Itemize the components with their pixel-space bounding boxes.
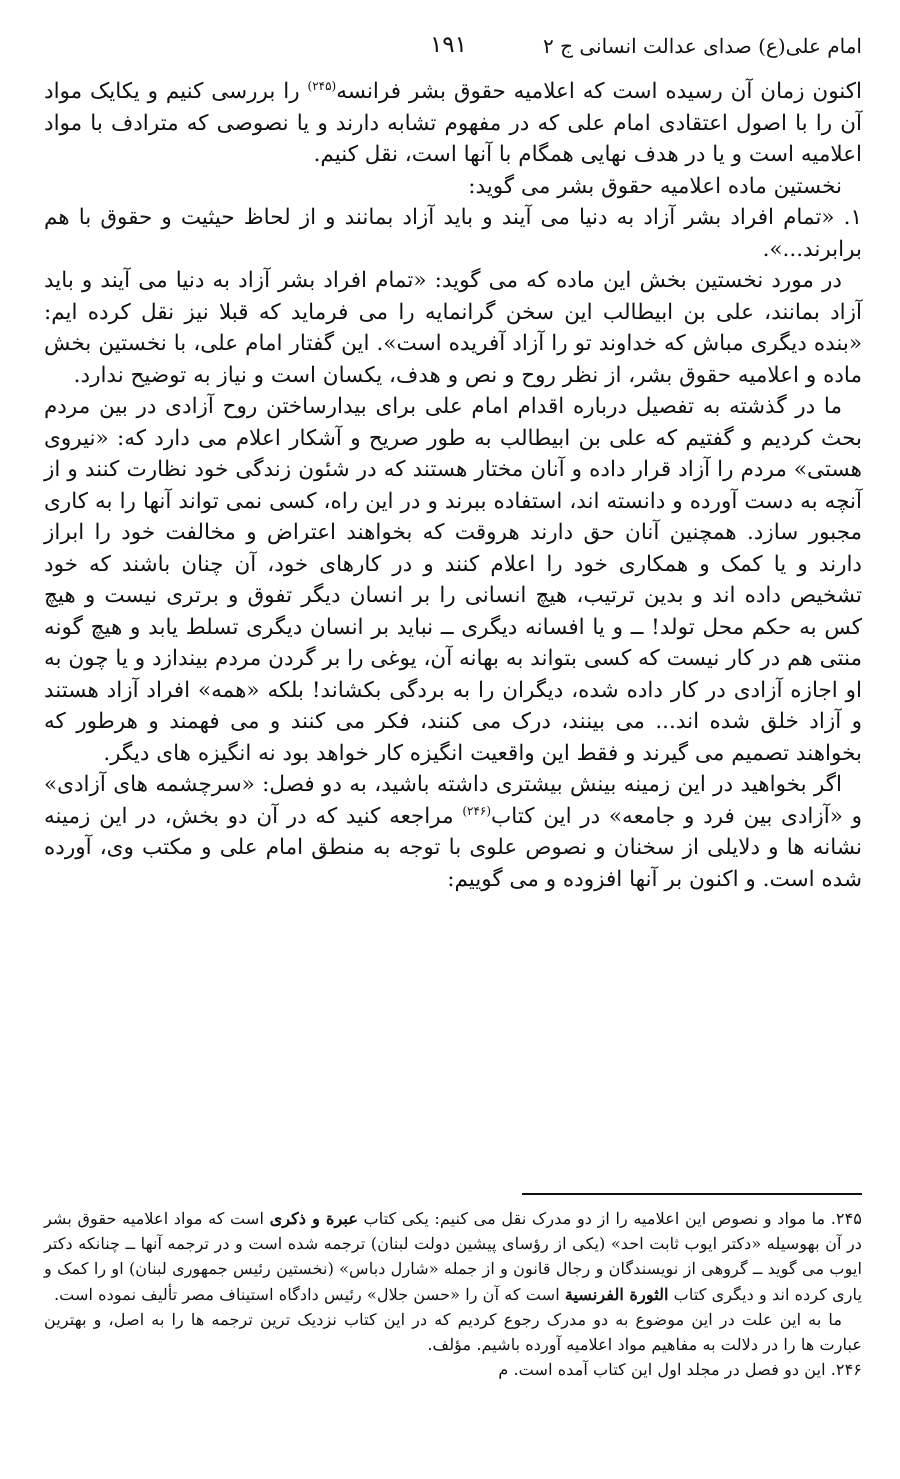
footnote-divider [522,1193,862,1195]
footnote-245-note: ما به این علت در این موضوع به دو مدرک رجوع کردیم که در این کتاب نزدیک ترین ترجمه ها را به اصل، و بهترین عبارت ها را در دلالت به مفاهیم مواد اعلامیه آورده باشیم. مؤلف. [44,1309,862,1355]
page-header [44,28,862,64]
paragraph-freedom-discussion: ما در گذشته به تفصیل درباره اقدام امام علی برای بیدارساختن روح آزادی در بین مردم بحث کردیم و گفتیم که علی بن ابیطالب به طور صریح و آشکار اعلام می دارد که: «نیروی هستی» مردم را آزاد قرار داده و آنان مختار هستند که در شئون زندگی خود نظارت کنند و از آنچه به دست آورده و دانسته اند، استفاده ببرند و در این راه، کسی نمی تواند آنها را به کاری مجبور سازد. همچنین آنان حق دارند هروقت که بخواهند اعتراض و مخالفت خود را ابراز دارند و یا کمک و همکاری خود را اعلام کنند و در کارهای خود، آن چنان باشند که خود تشخیص داده اند و بدین ترتیب، هیچ انسانی را بر انسان دیگر تفوق و برتری نیست و هیچ کس به حکم محل تولد! ــ و یا افسانه دیگری ــ نباید بر انسان دیگری تسلط یابد و هیچ گونه منتی هم در کار نیست که کسی بتواند به بهانه آن، یوغی را بر گردن مردم بیندازد و یا چون به او اجازه آزادی در کار داده شده، دیگران را به بردگی بکشاند! بلکه «همه» افراد آزاد هستند و آزاد خلق شده اند... می بینند، درک می کنند، فکر می کنند و می فهمند و هرطور که بخواهند تصمیم می گیرند و فقط این واقعیت انگیزه کار خواهد بود نه انگیزه های دیگر. [44,394,862,766]
footnote-245-text-a: ۲۴۵. ما مواد و نصوص این اعلامیه را از دو مدرک نقل می کنیم: یکی کتاب [357,1209,863,1228]
paragraph-further-reading-start: اگر بخواهید در این زمینه بینش بیشتری داشته باشید، به دو فصل: «سرچشمه های آزادی» و «آزادی بین فرد و جامعه» در این کتاب [44,772,862,829]
footnote-ref-246[interactable]: (۲۴۶) [462,803,492,818]
paragraph-further-reading-end: مراجعه کنید که در آن دو بخش، در این زمینه نشانه ها و دلایلی از سخنان و نصوص علوی با توجه به منطق امام علی و مکتب وی، آورده شده است. و اکنون بر آنها افزوده و می گوییم: [44,803,862,892]
paragraph-intro-start: اکنون زمان آن رسیده است که اعلامیه حقوق بشر فرانسه [336,79,862,104]
footnote-245-text-b: است که مواد اعلامیه حقوق بشر در آن بهوسیله «دکتر ایوب ثابت احد» (یکی از رؤسای پیشین دولت لبنان) ترجمه شده است و در ترجمه آنها ــ چنانکه دکتر ایوب می گوید ــ گروهی از نویسندگان و رجال قانون و از جمله «شارل دباس» (نخستین رئیس جمهوری لبنان) او را کمک و یاری کرده اند و دیگری کتاب [44,1209,862,1304]
running-title: امام علی(ع) صدای عدالت انسانی ج ۲ [542,34,862,58]
footnote-ref-245[interactable]: (۲۴۵) [307,78,337,93]
paragraph-first-article-intro: نخستین ماده اعلامیه حقوق بشر می گوید: [468,173,842,199]
footnotes [44,1206,862,1382]
footnote-245-book-title-1: عبرة و ذکری [269,1209,358,1228]
paragraph-commentary: در مورد نخستین بخش این ماده که می گوید: «تمام افراد بشر آزاد به دنیا می آیند و باید آزاد بمانند، علی بن ابیطالب این سخن گرانمایه را می فرماید که قبلا نیز نقل کرده ایم: «بنده دیگری مباش که خداوند تو را آزاد آفریده است». این گفتار امام علی، با نخستین بخش ماده و اعلامیه حقوق بشر، از نظر روح و نص و هدف، یکسان است و نیاز به توضیح ندارد. [44,268,862,388]
paragraph-further-reading [44,769,862,895]
page-number: ۱۹۱ [429,32,467,58]
footnote-246: ۲۴۶. این دو فصل در مجلد اول این کتاب آمده است. م [498,1360,862,1380]
page-content [44,28,863,1380]
paragraph-intro-end: را بررسی کنیم و یکایک مواد آن را با اصول اعتقادی امام علی که در مفهوم تشابه دارند و یا نصوصی که مترادف با مواد اعلامیه است و یا در هدف نهایی همگام با آنها است، نقل کنیم. [44,79,863,167]
main-text [44,76,862,895]
paragraph-article-1-quote: ۱. «تمام افراد بشر آزاد به دنیا می آیند و باید آزاد بمانند و از لحاظ حیثیت و حقوق با هم برابرند...». [44,205,862,262]
paragraph-intro [44,76,862,171]
footnote-245 [44,1206,862,1307]
footnote-245-book-title-2: الثورة الفرنسیة [564,1284,669,1304]
footnote-245-text-c: است که آن را «حسن جلال» رئیس دادگاه استیناف مصر تألیف نموده است. [53,1284,565,1304]
